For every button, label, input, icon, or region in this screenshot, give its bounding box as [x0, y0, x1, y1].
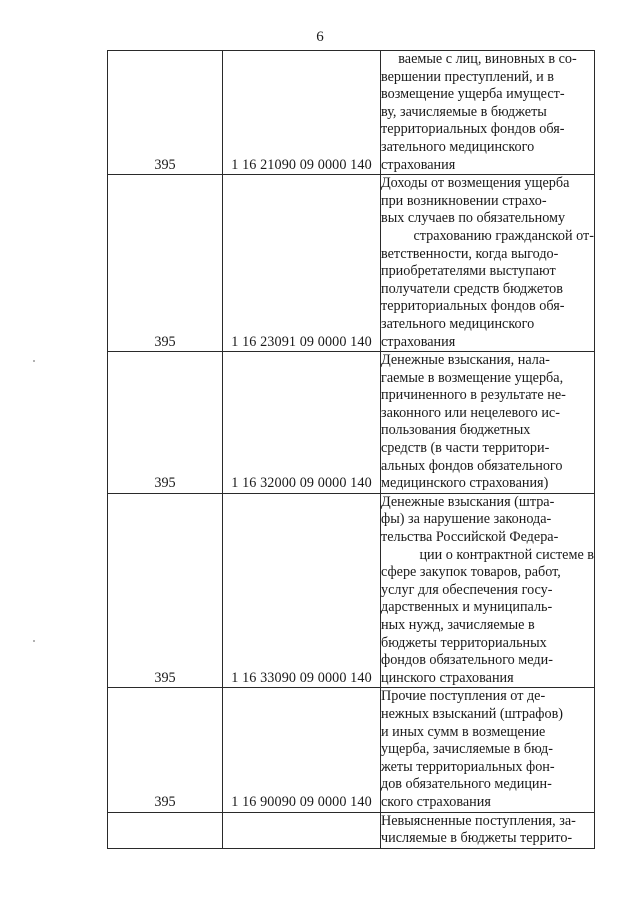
description-line: страхованию гражданской от-: [413, 227, 594, 244]
description-line: Невыясненные поступления, за-: [381, 812, 576, 829]
admin-code-cell: 395: [108, 352, 223, 494]
page-number: 6: [316, 29, 324, 45]
description-line: дарственных и муниципаль-: [381, 599, 553, 616]
description-line: Прочие поступления от де-: [381, 688, 546, 705]
budget-code-cell: [223, 812, 381, 848]
description-line: Доходы от возмещения ущерба: [381, 175, 570, 192]
description-line: медицинского страхования): [381, 475, 549, 492]
budget-code-cell: 1 16 21090 09 0000 140: [223, 51, 381, 175]
budget-code-cell: 1 16 32000 09 0000 140: [223, 352, 381, 494]
description-cell: [381, 352, 595, 494]
description-line: ву, зачисляемые в бюджеты: [381, 103, 547, 120]
description-line: тельства Российской Федера-: [381, 529, 559, 546]
description-line: гаемые в возмещение ущерба,: [381, 369, 564, 386]
description-line: ущерба, зачисляемые в бюд-: [381, 741, 553, 758]
table-row: [108, 352, 595, 494]
table-row: [108, 493, 595, 688]
description-line: ваемые с лиц, виновных в со-: [398, 51, 577, 67]
description-line: ных нужд, зачисляемые в: [381, 617, 535, 633]
scan-speck: [33, 640, 35, 642]
description-line: фондов обязательного меди-: [381, 652, 553, 669]
admin-code-cell: [108, 812, 223, 848]
scan-speck: [33, 360, 35, 362]
budget-codes-table: [107, 50, 595, 849]
description-line: цинского страхования: [381, 669, 514, 686]
description-line: возмещение ущерба имущест-: [381, 86, 565, 103]
description-line: страхования: [381, 333, 456, 350]
description-line: зательного медицинского: [381, 138, 535, 155]
description-line: дов обязательного медицин-: [381, 776, 552, 793]
table-row: [108, 688, 595, 812]
description-line: при возникновении страхо-: [381, 192, 547, 209]
table-row: [108, 51, 595, 175]
table-row: [108, 812, 595, 848]
description-line: ции о контрактной системе в: [419, 546, 594, 563]
description-line: услуг для обеспечения госу-: [381, 581, 553, 598]
budget-code-cell: 1 16 23091 09 0000 140: [223, 175, 381, 352]
description-line: вых случаев по обязательному: [381, 210, 566, 227]
description-line: территориальных фондов обя-: [381, 121, 565, 138]
description-line: бюджеты территориальных: [381, 634, 547, 651]
admin-code-cell: 395: [108, 175, 223, 352]
description-line: приобретателями выступают: [381, 263, 556, 280]
description-line: ветственности, когда выгодо-: [381, 245, 559, 262]
description-line: числяемые в бюджеты террито-: [381, 830, 573, 847]
description-line: законного или нецелевого ис-: [381, 404, 560, 421]
description-line: средств (в части территори-: [381, 440, 550, 457]
description-line: страхования: [381, 156, 456, 173]
description-line: зательного медицинского: [381, 315, 535, 332]
admin-code-cell: 395: [108, 688, 223, 812]
description-line: жеты территориальных фон-: [381, 758, 555, 775]
description-line: фы) за нарушение законода-: [381, 511, 552, 528]
description-line: ского страхования: [381, 793, 491, 810]
description-line: вершении преступлений, и в: [381, 68, 554, 85]
budget-code-cell: 1 16 90090 09 0000 140: [223, 688, 381, 812]
description-line: и иных сумм в возмещение: [381, 723, 546, 740]
description-cell: [381, 175, 595, 352]
description-cell: [381, 812, 595, 848]
description-line: Денежные взыскания, нала-: [381, 352, 550, 369]
description-cell: [381, 688, 595, 812]
table-row: [108, 175, 595, 352]
description-line: сфере закупок товаров, работ,: [381, 564, 561, 581]
table-body: [108, 51, 595, 849]
description-line: территориальных фондов обя-: [381, 298, 565, 315]
budget-code-cell: 1 16 33090 09 0000 140: [223, 493, 381, 688]
description-line: нежных взысканий (штрафов): [381, 705, 564, 722]
description-cell: [381, 493, 595, 688]
admin-code-cell: 395: [108, 51, 223, 175]
admin-code-cell: 395: [108, 493, 223, 688]
description-line: Денежные взыскания (штра-: [381, 493, 555, 510]
description-line: пользования бюджетных: [381, 422, 531, 439]
description-line: альных фондов обязательного: [381, 457, 563, 474]
description-cell: [381, 51, 595, 175]
description-line: причиненного в результате не-: [381, 387, 566, 404]
description-line: получатели средств бюджетов: [381, 280, 563, 297]
